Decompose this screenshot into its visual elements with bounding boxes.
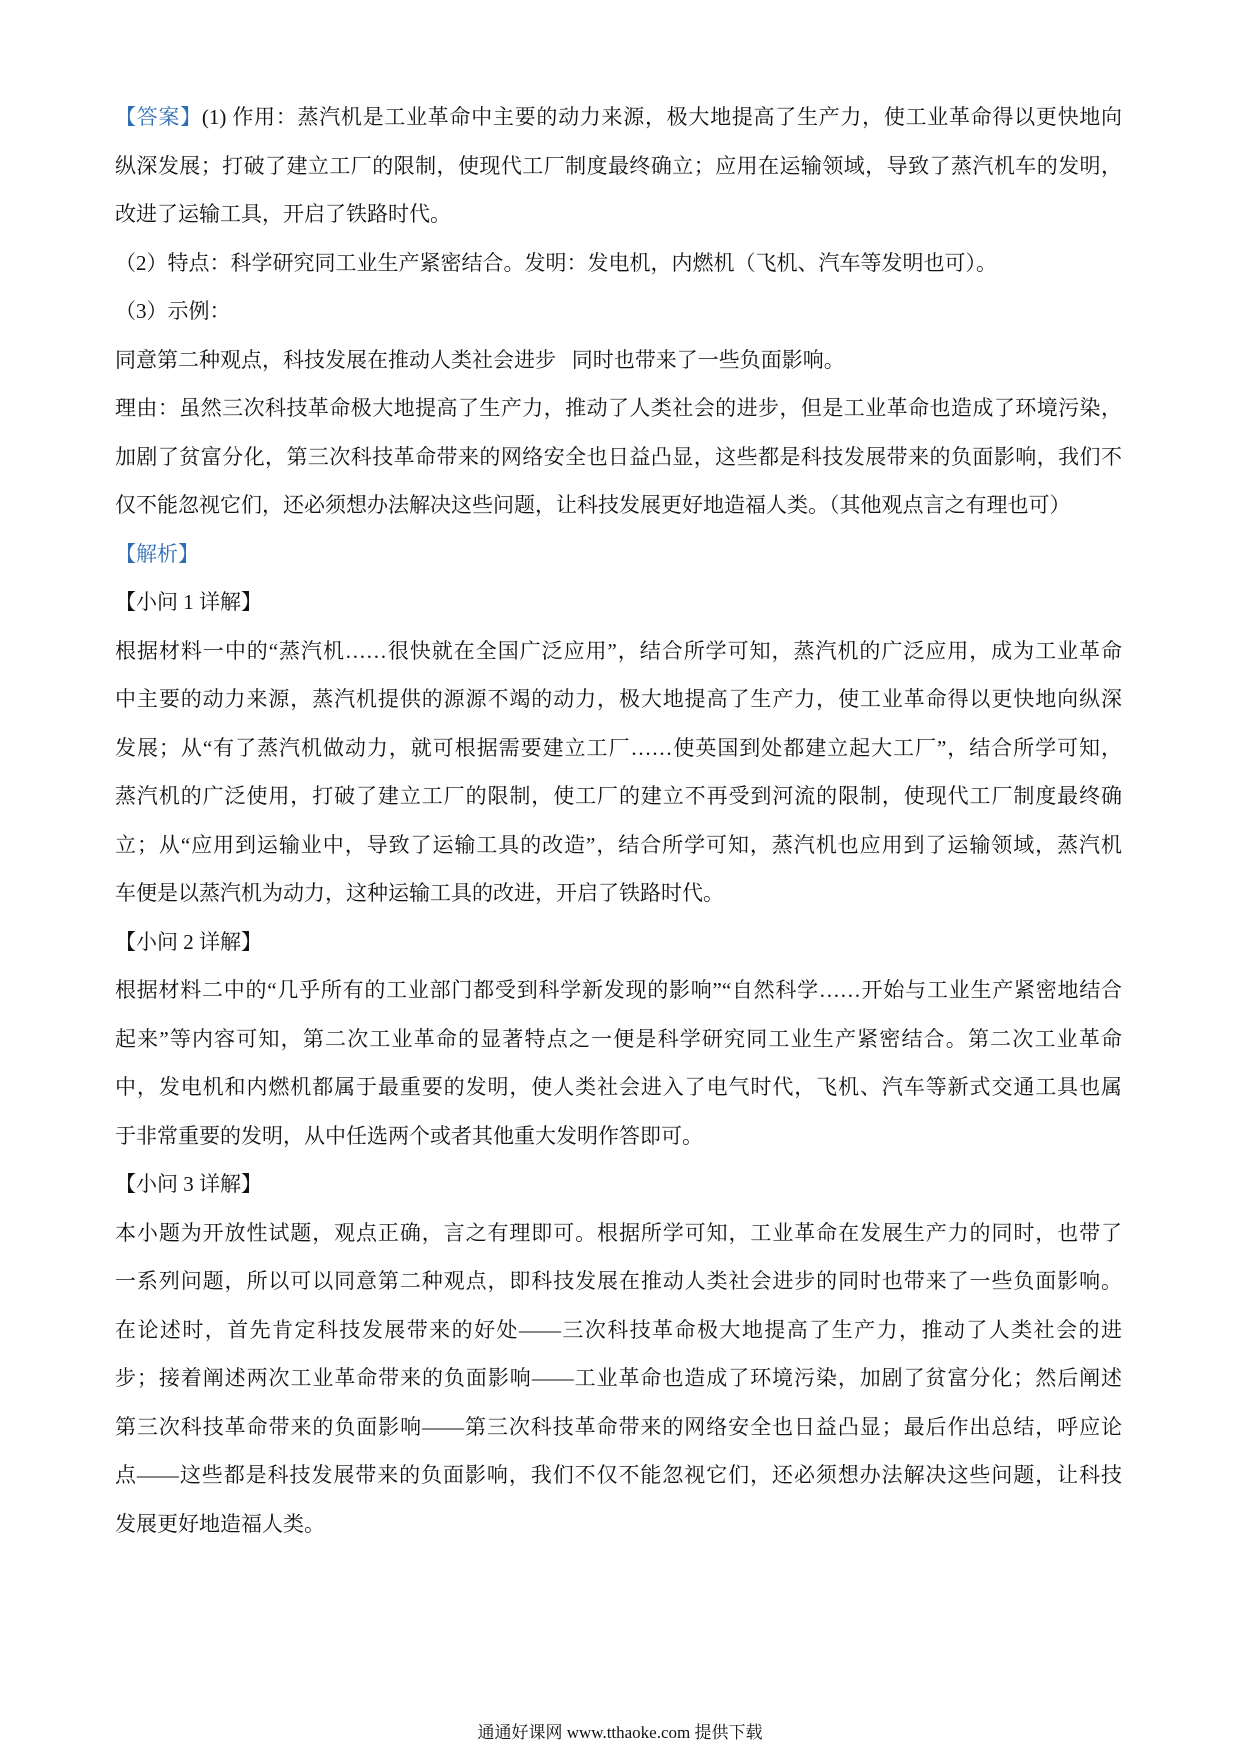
answer-line: （2）特点：科学研究同工业生产紧密结合。发明：发电机，内燃机（飞机、汽车等发明也可）。	[115, 250, 997, 275]
analysis-line: 发展更好地造福人类。	[115, 1511, 325, 1536]
analysis-line: 步；接着阐述两次工业革命带来的负面影响——工业革命也造成了环境污染，加剧了贫富分化；然后阐述	[115, 1366, 1122, 1390]
section-heading: 【小问 1 详解】	[115, 590, 262, 614]
analysis-line: 中主要的动力来源，蒸汽机提供的源源不竭的动力，极大地提高了生产力，使工业革命得以更快地向纵深	[115, 687, 1122, 711]
answer-line: 加剧了贫富分化，第三次科技革命带来的网络安全也日益凸显，这些都是科技发展带来的负面影响，我们不	[115, 444, 1122, 469]
analysis-line: 本小题为开放性试题，观点正确，言之有理即可。根据所学可知，工业革命在发展生产力的同时，也带了	[115, 1220, 1122, 1245]
analysis-line: 立；从“应用到运输业中，导致了运输工具的改造”，结合所学可知，蒸汽机也应用到了运输领域，蒸汽机	[115, 832, 1122, 857]
analysis-line: 在论述时，首先肯定科技发展带来的好处——三次科技革命极大地提高了生产力，推动了人类社会的进	[115, 1317, 1122, 1342]
answer-line-text: (1) 作用：蒸汽机是工业革命中主要的动力来源，极大地提高了生产力，使工业革命得以更快地向	[201, 105, 1122, 129]
analysis-line: 一系列问题，所以可以同意第二种观点，即科技发展在推动人类社会进步的同时也带来了一些负面影响。	[115, 1269, 1122, 1293]
analysis-line: 蒸汽机的广泛使用，打破了建立工厂的限制，使工厂的建立不再受到河流的限制，使现代工厂制度最终确	[115, 784, 1122, 808]
analysis-line: 于非常重要的发明，从中任选两个或者其他重大发明作答即可。	[115, 1123, 703, 1148]
analysis-line: 中，发电机和内燃机都属于最重要的发明，使人类社会进入了电气时代，飞机、汽车等新式交通工具也属	[115, 1075, 1122, 1099]
analysis-line: 点——这些都是科技发展带来的负面影响，我们不仅不能忽视它们，还必须想办法解决这些问题，让科技	[115, 1463, 1122, 1487]
answer-line: （3）示例：	[115, 299, 231, 323]
analysis-line: 发展；从“有了蒸汽机做动力，就可根据需要建立工厂……使英国到处都建立起大工厂”，结合所学可知，	[115, 735, 1122, 760]
answer-line: 仅不能忽视它们，还必须想办法解决这些问题，让科技发展更好地造福人类。（其他观点言之有理也可）	[115, 493, 1071, 517]
analysis-line: 第三次科技革命带来的负面影响——第三次科技革命带来的网络安全也日益凸显；最后作出总结，呼应论	[115, 1414, 1122, 1439]
analysis-line: 根据材料一中的“蒸汽机……很快就在全国广泛应用”，结合所学可知，蒸汽机的广泛应用，成为工业革命	[115, 638, 1122, 663]
analysis-line: 起来”等内容可知，第二次工业革命的显著特点之一便是科学研究同工业生产紧密结合。第二次工业革命	[115, 1026, 1122, 1051]
answer-label: 【答案】	[115, 105, 202, 129]
page-footer: 通通好课网 www.tthaoke.com 提供下载	[477, 1723, 763, 1742]
answer-line	[115, 93, 1122, 142]
analysis-line: 根据材料二中的“几乎所有的工业部门都受到科学新发现的影响”“自然科学……开始与工业生产紧密地结合	[115, 978, 1122, 1002]
answer-line: 理由：虽然三次科技革命极大地提高了生产力，推动了人类社会的进步，但是工业革命也造成了环境污染，	[115, 396, 1122, 420]
analysis-label: 【解析】	[115, 541, 199, 566]
answer-line: 纵深发展；打破了建立工厂的限制，使现代工厂制度最终确立；应用在运输领域，导致了蒸汽机车的发明，	[115, 153, 1122, 178]
answer-line: 改进了运输工具，开启了铁路时代。	[115, 202, 451, 226]
answer-line: 同意第二种观点，科技发展在推动人类社会进步 同时也带来了一些负面影响。	[115, 347, 845, 372]
analysis-line: 车便是以蒸汽机为动力，这种运输工具的改进，开启了铁路时代。	[115, 881, 724, 905]
section-heading: 【小问 2 详解】	[115, 929, 262, 954]
section-heading: 【小问 3 详解】	[115, 1172, 262, 1196]
answer-analysis-body	[115, 93, 1122, 1548]
